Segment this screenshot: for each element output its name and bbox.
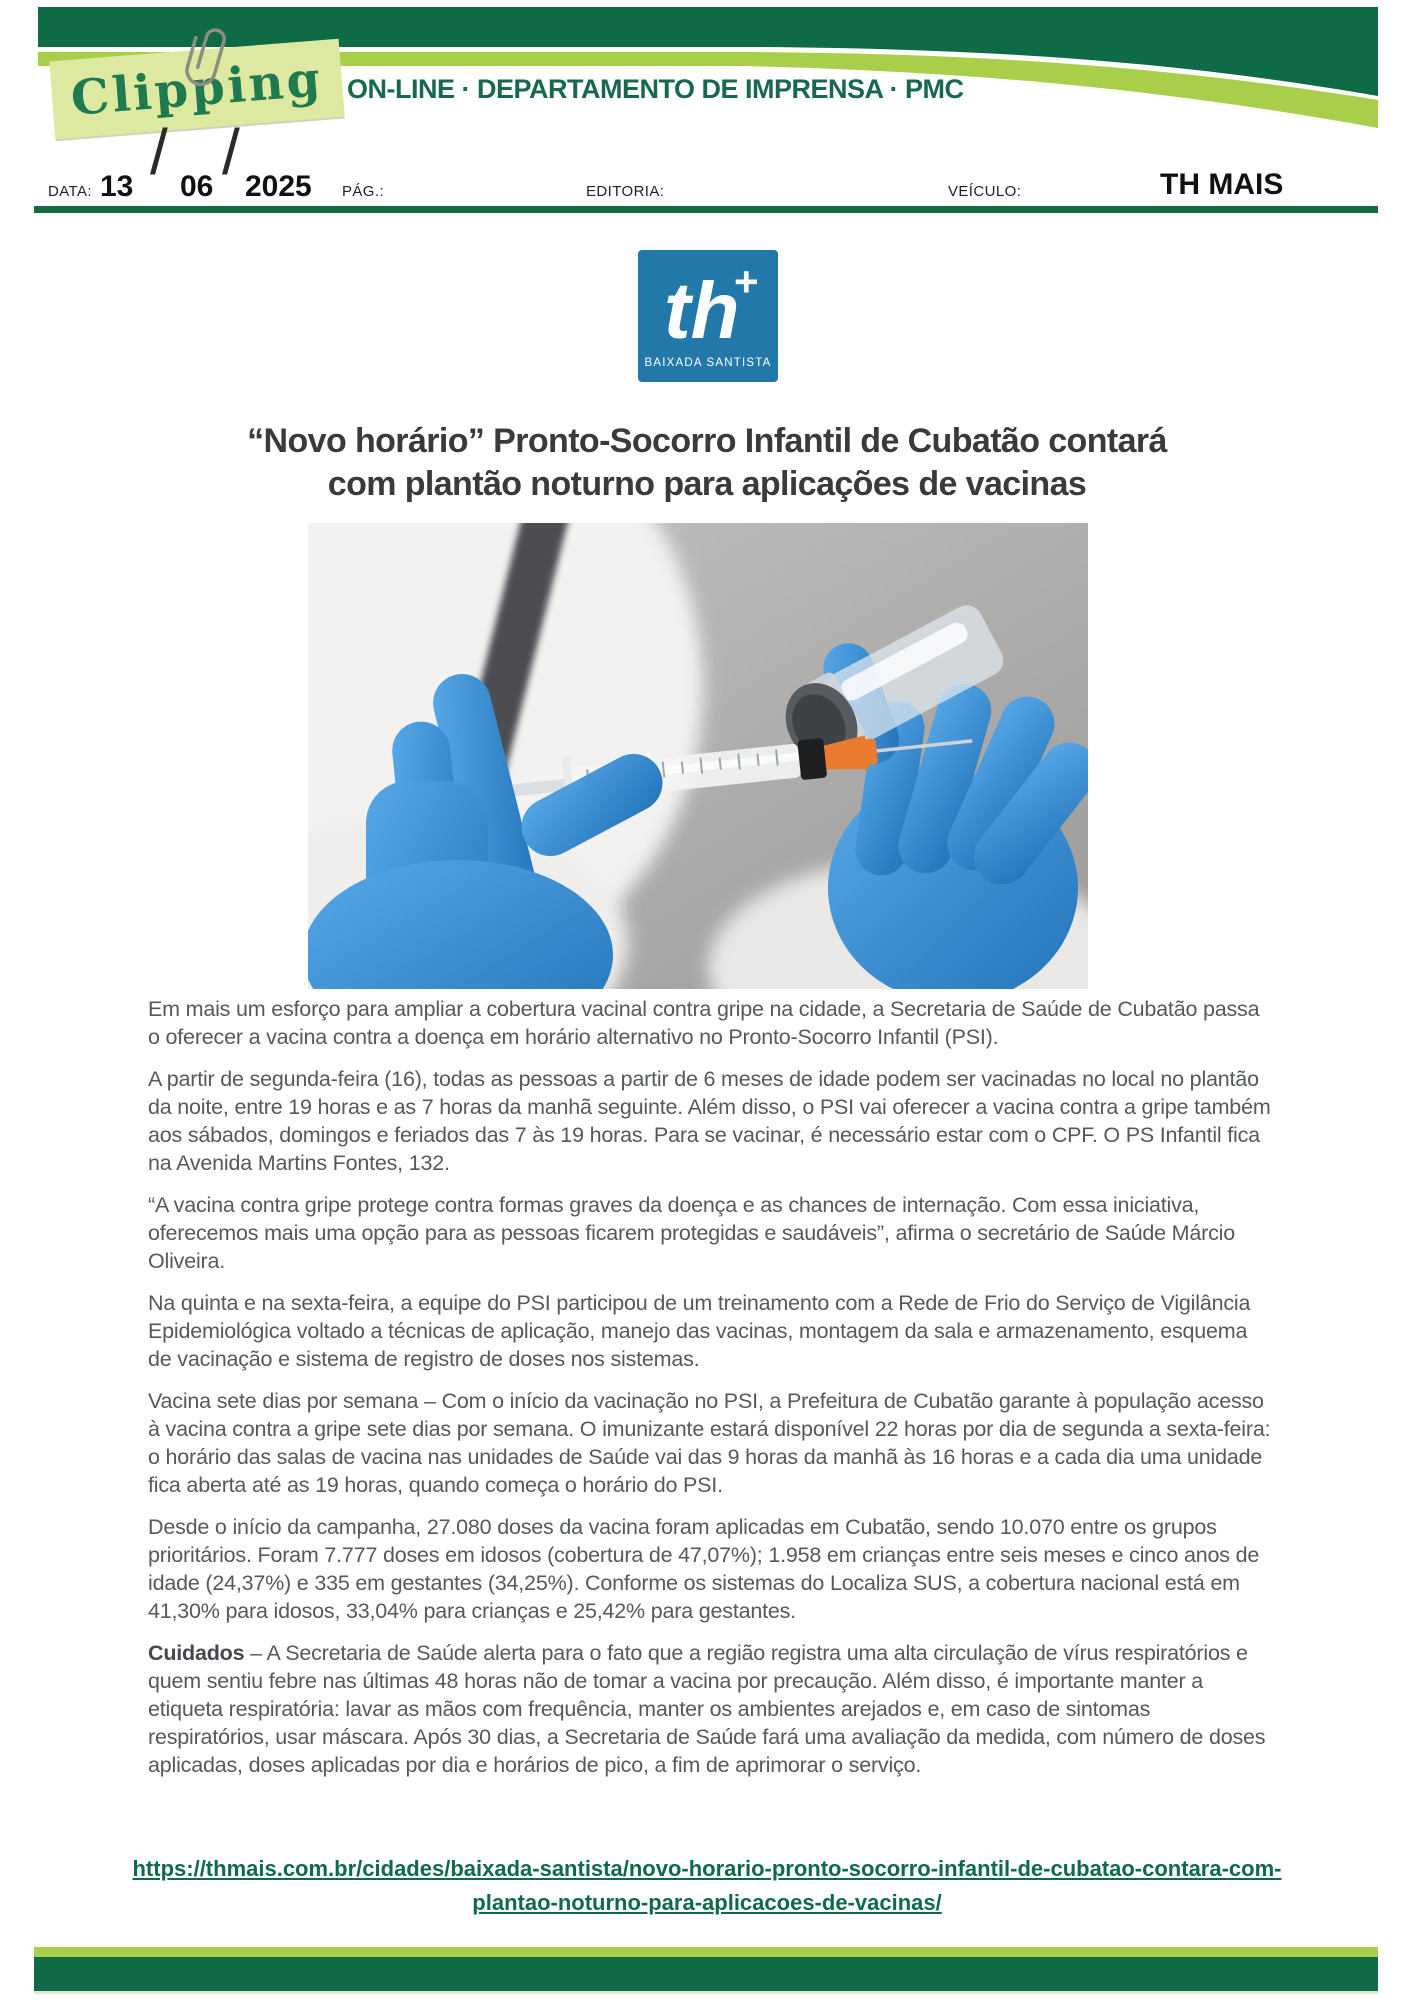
divider-rule xyxy=(34,206,1378,213)
logo-plus: + xyxy=(734,258,759,305)
header-subtitle: ON-LINE · DEPARTAMENTO DE IMPRENSA · PMC xyxy=(347,74,964,104)
paragraph-3: “A vacina contra gripe protege contra formas graves da doença e as chances de internação. Com essa iniciativa, oferecemos mais uma opção para as pessoas ficarem protegidas e saudáveis”, afirma o secretário de Saúde Márcio Oliveira. xyxy=(148,1193,1235,1273)
stamp-label: Clipping xyxy=(68,51,326,127)
veiculo-label: VEÍCULO: xyxy=(948,183,1022,200)
data-label: DATA: xyxy=(48,183,92,200)
article-photo xyxy=(308,523,1088,989)
date-separator: / xyxy=(150,116,168,188)
logo-subtext: BAIXADA SANTISTA xyxy=(644,357,772,369)
cuidados-lead: Cuidados xyxy=(148,1641,245,1665)
article-body xyxy=(148,995,1272,1793)
thmais-logo xyxy=(638,250,778,382)
date-month: 06 xyxy=(180,170,214,203)
title-line-2: com plantão noturno para aplicações de vacinas xyxy=(327,465,1087,503)
veiculo-value: TH MAIS xyxy=(1160,168,1284,201)
article-url-link[interactable]: https://thmais.com.br/cidades/baixada-santista/novo-horario-pronto-socorro-infantil-de-cubatao-contara-com-plantao-noturno-para-aplicacoes-de-vacinas/ xyxy=(132,1856,1282,1915)
article-title xyxy=(107,420,1307,506)
date-day: 13 xyxy=(100,170,134,203)
pag-label: PÁG.: xyxy=(342,183,385,200)
editoria-label: EDITORIA: xyxy=(586,183,665,200)
cuidados-text: – A Secretaria de Saúde alerta para o fato que a região registra uma alta circulação de vírus respiratórios e quem sentiu febre nas últimas 48 horas não de tomar a vacina por precaução. Além disso, é importante manter a etiqueta respiratória: lavar as mãos com frequência, manter os ambientes arejados e, em caso de sintomas respiratórios, usar máscara. Após 30 dias, a Secretaria de Saúde fará uma avaliação da medida, com número de doses aplicadas, doses aplicadas por dia e horários de pico, a fim de aprimorar o serviço. xyxy=(148,1641,1266,1777)
logo-th-text: th xyxy=(664,266,740,355)
footer-thin-line xyxy=(34,1991,1378,1994)
date-separator: / xyxy=(222,116,240,188)
paragraph-5: Vacina sete dias por semana – Com o início da vacinação no PSI, a Prefeitura de Cubatão garante à população acesso à vacina contra a gripe sete dias por semana. O imunizante estará disponível 22 horas por dia de segunda a sexta-feira: o horário das salas de vacina nas unidades de Saúde vai das 9 horas da manhã às 16 horas e a cada dia uma unidade fica aberta até as 19 horas, quando começa o horário do PSI. xyxy=(148,1389,1271,1497)
paragraph-4: Na quinta e na sexta-feira, a equipe do PSI participou de um treinamento com a Rede de Frio do Serviço de Vigilância Epidemiológica voltado a técnicas de aplicação, manejo das vacinas, montagem da sala e armazenamento, esquema de vacinação e sistema de registro de doses nos sistemas. xyxy=(148,1291,1251,1371)
metadata-row xyxy=(0,0,1414,220)
photo-illustration xyxy=(308,523,1088,989)
footer-dark-bar xyxy=(34,1957,1378,1991)
paragraph-2: A partir de segunda-feira (16), todas as pessoas a partir de 6 meses de idade podem ser vacinadas no local no plantão da noite, entre 19 horas e as 7 horas da manhã seguinte. Além disso, o PSI vai oferecer a vacina contra a gripe também aos sábados, domingos e feriados das 7 às 19 horas. Para se vacinar, é necessário estar com o CPF. O PS Infantil fica na Avenida Martins Fontes, 132. xyxy=(148,1067,1271,1175)
title-line-1: “Novo horário” Pronto-Socorro Infantil de Cubatão contará xyxy=(247,422,1167,460)
paragraph-1: Em mais um esforço para ampliar a cobertura vacinal contra gripe na cidade, a Secretaria de Saúde de Cubatão passa o oferecer a vacina contra a doença em horário alternativo no Pronto-Socorro Infantil (PSI). xyxy=(148,997,1260,1049)
date-year: 2025 xyxy=(245,170,312,203)
footer-light-bar xyxy=(34,1947,1378,1957)
paragraph-7 xyxy=(148,1639,1272,1779)
paragraph-6: Desde o início da campanha, 27.080 doses da vacina foram aplicadas em Cubatão, sendo 10.070 entre os grupos prioritários. Foram 7.777 doses em idosos (cobertura de 47,07%); 1.958 em crianças entre seis meses e cinco anos de idade (24,37%) e 335 em gestantes (34,25%). Conforme os sistemas do Localiza SUS, a cobertura nacional está em 41,30% para idosos, 33,04% para crianças e 25,42% para gestantes. xyxy=(148,1515,1260,1623)
